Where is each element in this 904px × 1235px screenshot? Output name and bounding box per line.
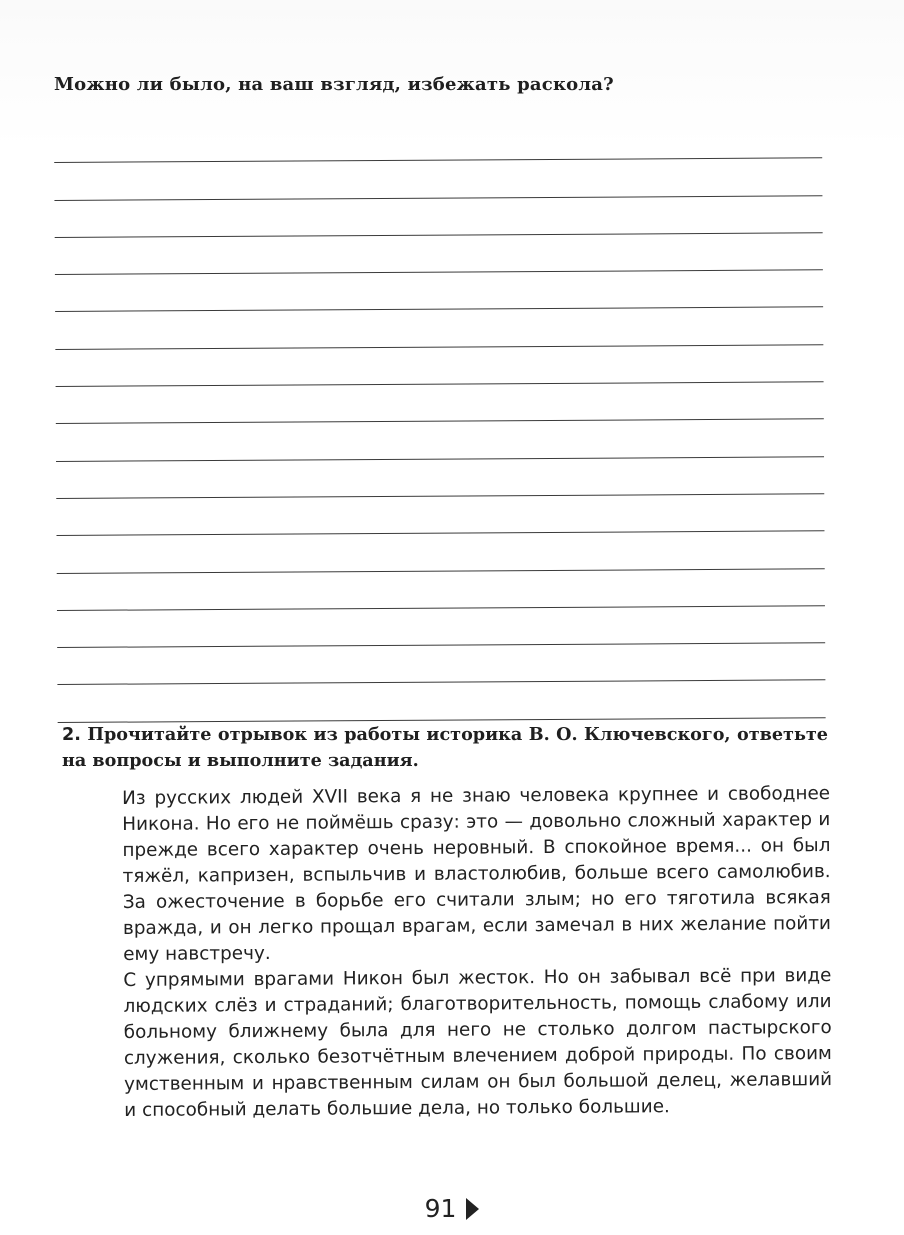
task-2: [62, 722, 828, 773]
page-footer: [0, 1194, 904, 1223]
page-number: 91: [424, 1194, 457, 1223]
answer-line[interactable]: [56, 457, 824, 499]
historian-excerpt: [122, 781, 832, 1124]
answer-line[interactable]: [55, 233, 823, 275]
excerpt-paragraph: Из русских людей XVII века я не знаю человека крупнее и свободнее Никона. Но его не поймёшь сразу: это — довольно сложный характер и прежде всего характер очень неровный. В спокойное время... он был тяжёл, капризен, вспыльчив и властолюбив, больше всего самолюбив. За ожесточение в борьбе его считали злым; но его тяготила всякая вражда, и он легко прощал врагам, если замечал в них желание пойти ему навстречу.: [122, 783, 832, 965]
task-number: 2.: [62, 725, 81, 745]
answer-line[interactable]: [56, 382, 824, 424]
answer-line[interactable]: [55, 345, 823, 387]
excerpt-paragraph: С упрямыми врагами Никон был жесток. Но он забывал всё при виде людских слёз и страданий; благотворительность, помощь слабому или больному ближнему была для него не столько долгом пастырского служения, сколько безотчётным влечением доброй природы. По своим умственным и нравственным силам он был большой делец, желавший и способный делать большие дела, но только большие.: [123, 965, 833, 1121]
answer-line[interactable]: [54, 159, 822, 201]
answer-line[interactable]: [57, 681, 825, 723]
task-instructions: Прочитайте отрывок из работы историка В. О. Ключевского, ответьте на вопросы и выполните задания.: [62, 724, 828, 771]
answer-line[interactable]: [55, 308, 823, 350]
answer-lines: [54, 121, 826, 722]
answer-line[interactable]: [57, 643, 825, 685]
answer-line[interactable]: [57, 606, 825, 648]
next-page-arrow-icon: [466, 1198, 479, 1220]
answer-line[interactable]: [55, 270, 823, 312]
answer-line[interactable]: [56, 420, 824, 462]
answer-line[interactable]: [57, 532, 825, 574]
question-text: Можно ли было, на ваш взгляд, избежать раскола?: [54, 74, 614, 95]
answer-line[interactable]: [54, 196, 822, 238]
answer-line[interactable]: [57, 569, 825, 611]
answer-line[interactable]: [54, 121, 822, 163]
answer-line[interactable]: [56, 494, 824, 536]
